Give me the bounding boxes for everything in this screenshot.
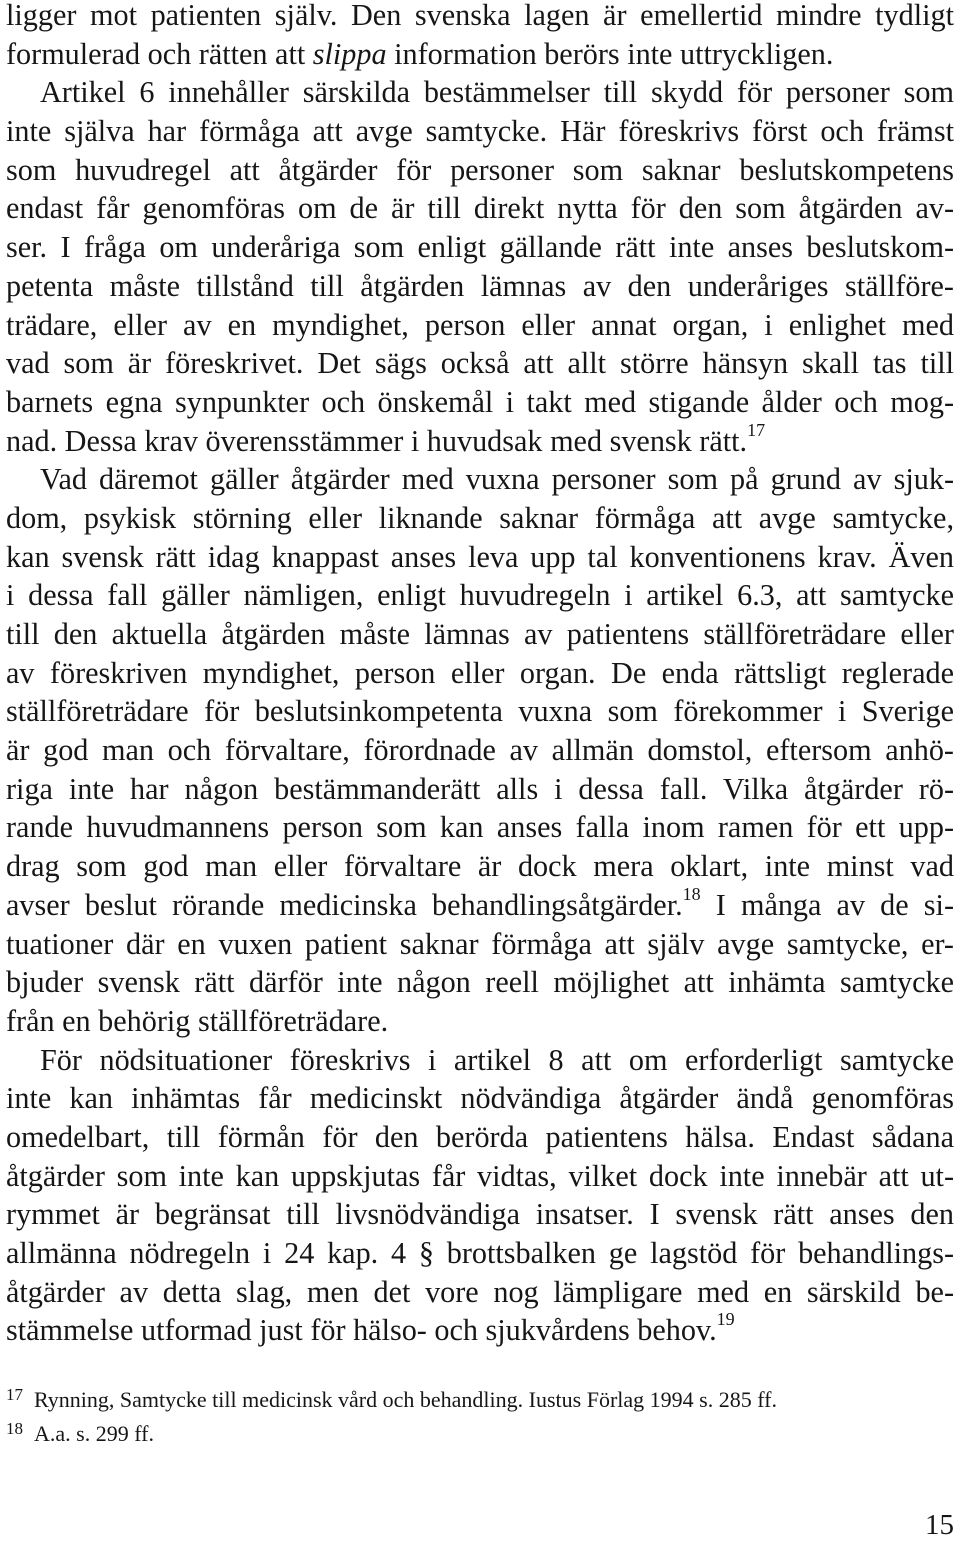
- footnote-reference[interactable]: 17: [747, 419, 766, 440]
- footnote-reference[interactable]: 18: [682, 883, 701, 904]
- text-line: omedelbart, till förmån för den berörda patientens hälsa. Endast sådana: [6, 1119, 954, 1154]
- text-span: I många av de si-: [700, 887, 954, 922]
- paragraph-1: [6, 0, 954, 73]
- footnote-reference[interactable]: 19: [716, 1309, 735, 1330]
- text-line: vad som är föreskrivet. Det sägs också att allt större hänsyn skall tas till: [6, 346, 954, 381]
- text-line: [6, 419, 954, 461]
- text-line: bjuder svensk rätt därför inte någon reell möjlighet att inhämta samtycke: [6, 965, 954, 1000]
- text-line: åtgärder som inte kan uppskjutas får vidtas, vilket dock inte innebär att ut-: [6, 1158, 954, 1193]
- text-span: information berörs inte uttryckligen.: [386, 36, 834, 71]
- text-line: ser. I fråga om underåriga som enligt gällande rätt inte anses beslutskom-: [6, 230, 954, 265]
- text-line: tuationer där en vuxen patient saknar förmåga att själv avge samtycke, er-: [6, 926, 954, 961]
- text-line: av föreskriven myndighet, person eller organ. De enda rättsligt reglerade: [6, 655, 954, 690]
- footnote-number: 18: [6, 1419, 23, 1438]
- footnotes: [6, 1384, 954, 1452]
- text-line: Vad däremot gäller åtgärder med vuxna personer som på grund av sjuk-: [40, 462, 954, 497]
- text-line: är god man och förvaltare, förordnade av allmän domstol, eftersom anhö-: [6, 733, 954, 768]
- text-line: kan svensk rätt idag knappast anses leva upp tal konventionens krav. Även: [6, 539, 954, 574]
- footnote-number: 17: [6, 1385, 23, 1404]
- text-line: i dessa fall gäller nämligen, enligt huvudregeln i artikel 6.3, att samtycke: [6, 578, 954, 613]
- text-line: drag som god man eller förvaltare är dock mera oklart, inte minst vad: [6, 849, 954, 884]
- text-line: endast får genomföras om de är till direkt nytta för den som åtgärden av-: [6, 191, 954, 226]
- footnote: [6, 1384, 954, 1418]
- text-line: inte själva har förmåga att avge samtycke. Här föreskrivs först och främst: [6, 114, 954, 149]
- text-line: inte kan inhämtas får medicinskt nödvändiga åtgärder ändå genomföras: [6, 1081, 954, 1116]
- text-span: stämmelse utformad just för hälso- och sjukvårdens behov.: [6, 1313, 717, 1348]
- text-line: dom, psykisk störning eller liknande saknar förmåga att avge samtycke,: [6, 500, 954, 535]
- text-span: nad. Dessa krav överensstämmer i huvudsak med svensk rätt.: [6, 423, 748, 458]
- italic-term: slippa: [312, 36, 387, 71]
- text-line: från en behörig ställföreträdare.: [6, 1003, 389, 1038]
- text-line: till den aktuella åtgärden måste lämnas av patientens ställföreträdare eller: [6, 617, 954, 651]
- text-line: rymmet är begränsat till livsnödvändiga insatser. I svensk rätt anses den: [6, 1197, 954, 1232]
- text-line: petenta måste tillstånd till åtgärden lämnas av den underåriges ställföre-: [6, 268, 954, 303]
- text-span: avser beslut rörande medicinska behandlingsåtgärder.: [6, 887, 683, 922]
- paragraph-2: [6, 73, 954, 460]
- footnote-text: A.a. s. 299 ff.: [34, 1421, 154, 1446]
- paragraph-4: [6, 1041, 954, 1351]
- text-line: rande huvudmannens person som kan anses falla inom ramen för ett upp-: [6, 810, 954, 845]
- text-line: ställföreträdare för beslutsinkompetenta vuxna som förekommer i Sverige: [6, 694, 954, 729]
- text-line: som huvudregel att åtgärder för personer som saknar beslutskompetens: [6, 152, 954, 187]
- text-line: barnets egna synpunkter och önskemål i takt med stigande ålder och mog-: [6, 384, 954, 419]
- footnote: [6, 1418, 954, 1452]
- text-line: För nödsituationer föreskrivs i artikel 8 att om erforderligt samtycke: [40, 1042, 954, 1077]
- text-span: formulerad och rätten att: [6, 36, 313, 71]
- text-line: [6, 35, 954, 74]
- text-line: allmänna nödregeln i 24 kap. 4 § brottsbalken ge lagstöd för behandlings-: [6, 1236, 954, 1270]
- page-number: 15: [925, 1509, 954, 1541]
- text-line: [6, 883, 954, 925]
- text-line: trädare, eller av en myndighet, person eller annat organ, i enlighet med: [6, 307, 954, 342]
- paragraph-3: [6, 460, 954, 1040]
- body-text: [6, 0, 954, 1350]
- text-line: ligger mot patienten själv. Den svenska lagen är emellertid mindre tydligt: [6, 0, 954, 32]
- text-line: åtgärder av detta slag, men det vore nog lämpligare med en särskild be-: [6, 1274, 954, 1309]
- text-line: Artikel 6 innehåller särskilda bestämmelser till skydd för personer som: [40, 75, 954, 110]
- text-line: [6, 1311, 954, 1350]
- text-line: riga inte har någon bestämmanderätt alls i dessa fall. Vilka åtgärder rö-: [6, 771, 954, 806]
- footnote-text: Rynning, Samtycke till medicinsk vård och behandling. Iustus Förlag 1994 s. 285 ff.: [34, 1387, 777, 1412]
